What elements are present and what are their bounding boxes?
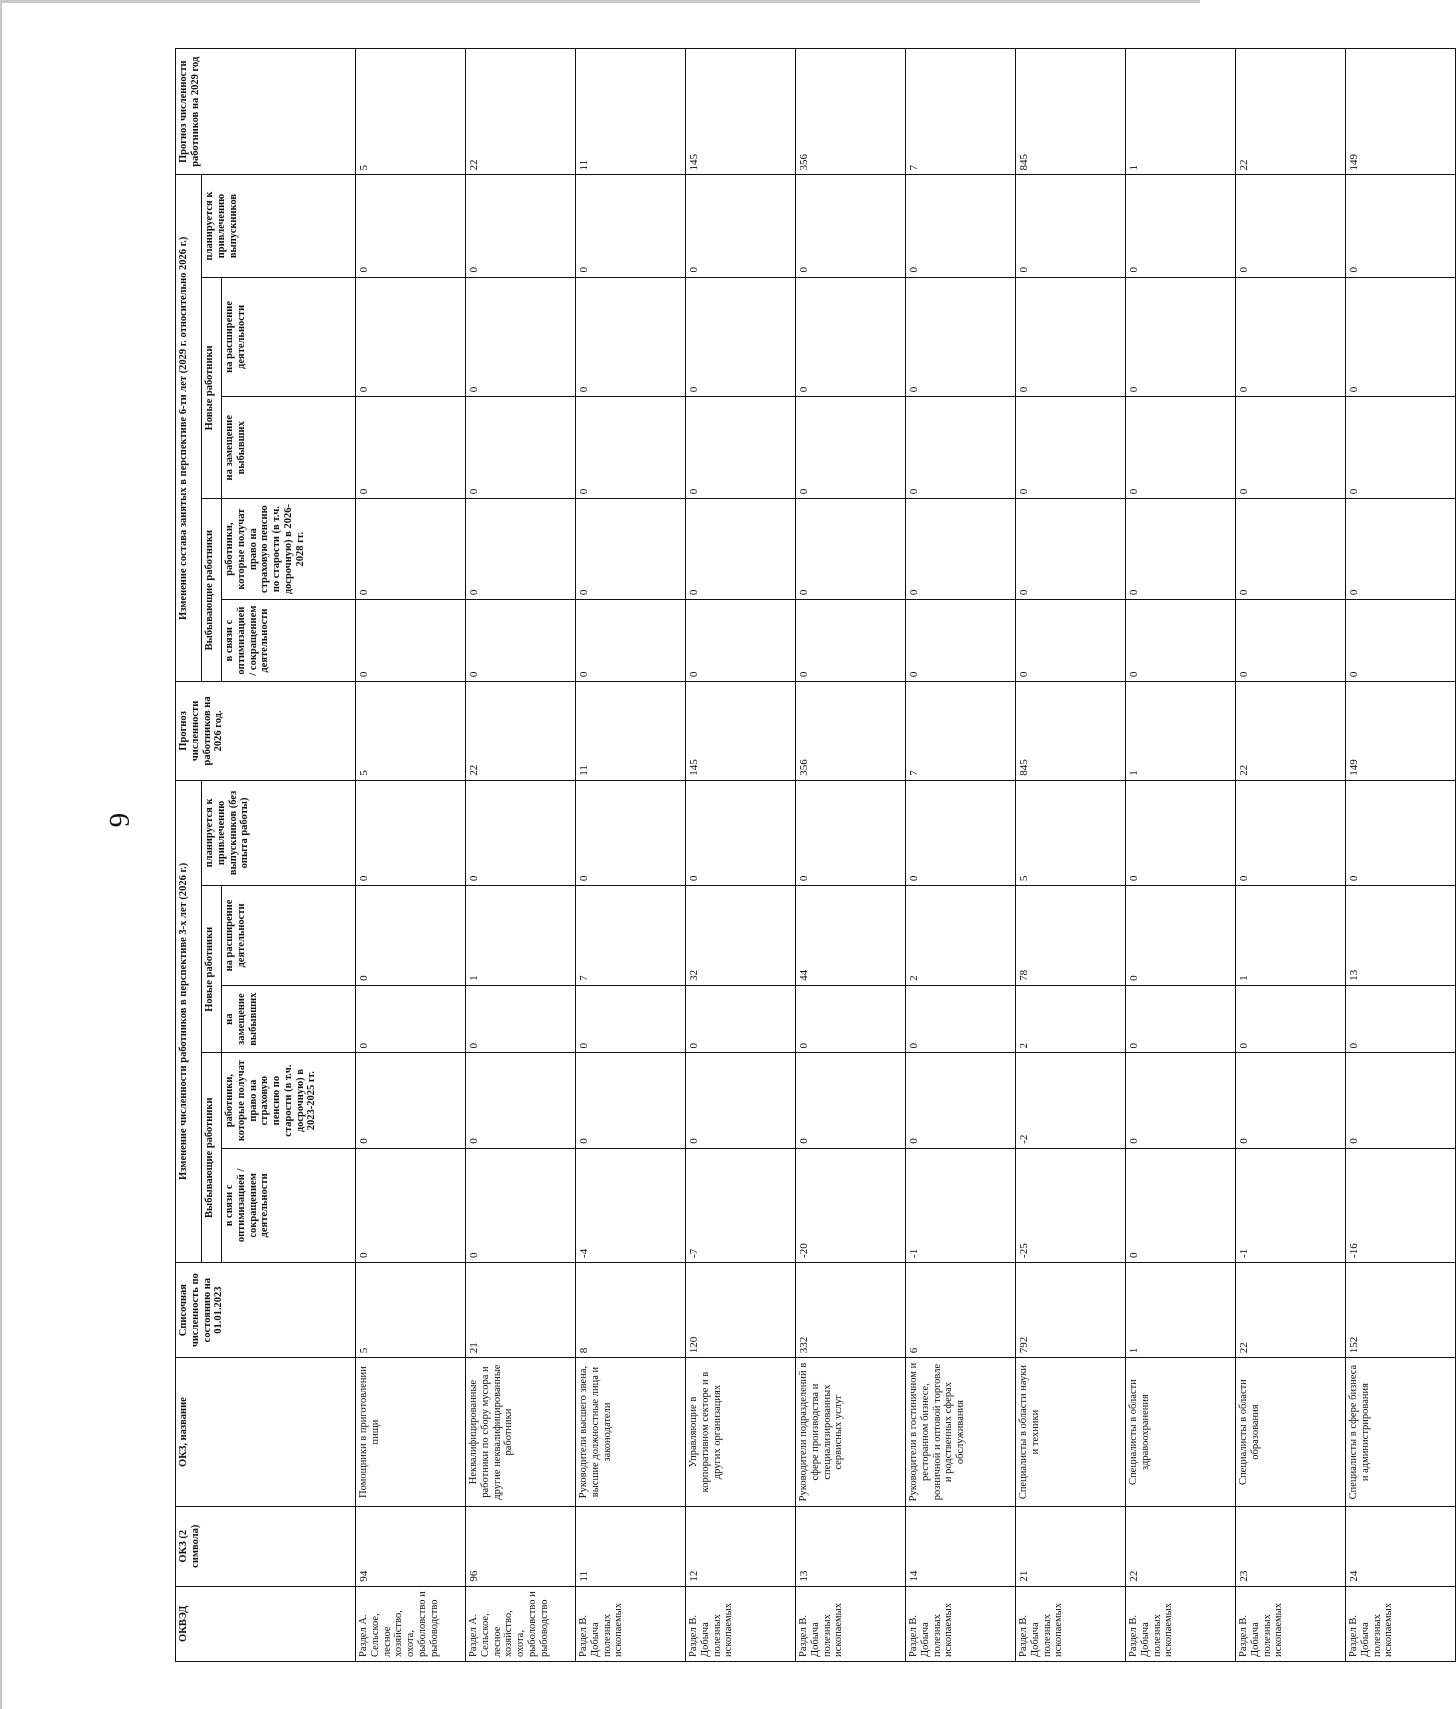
cell-leaving-pension-6y: 0 [356, 499, 466, 600]
header-leaving-3y: Выбывающие работники [202, 1053, 222, 1263]
cell-okz-name: Специалисты в области образования [1236, 1358, 1346, 1507]
header-forecast-2026: Прогноз численности работников на 2026 год. [176, 682, 356, 781]
cell-new-replace-6y: 0 [686, 397, 796, 499]
cell-okved: Раздел В. Добыча полезных ископаемых [1236, 1586, 1346, 1661]
cell-okz: 21 [1016, 1506, 1126, 1586]
cell-leaving-opt-6y: 0 [686, 600, 796, 682]
cell-forecast-2029: 356 [796, 49, 906, 176]
cell-leaving-pension-6y: 0 [1126, 499, 1236, 600]
cell-graduates: 0 [906, 780, 1016, 885]
cell-okz: 94 [356, 1506, 466, 1586]
cell-new-expand: 0 [356, 886, 466, 986]
cell-leaving-opt-6y: 0 [906, 600, 1016, 682]
cell-leaving-opt: -25 [1016, 1148, 1126, 1262]
cell-okved: Раздел А. Сельское, лесное хозяйство, охота, рыболовство и рыбоводство [356, 1586, 466, 1661]
cell-leaving-opt: -20 [796, 1148, 906, 1262]
cell-okz-name: Руководители в гостиничном и ресторанном бизнесе, розничной и оптовой торговле и родственных сферах обслуживания [906, 1358, 1016, 1507]
header-new-expand-3y: на расширение деятельности [222, 886, 356, 986]
cell-graduates-6y: 0 [686, 175, 796, 277]
cell-leaving-pension: 0 [576, 1053, 686, 1148]
cell-leaving-pension: 0 [356, 1053, 466, 1148]
table-row [686, 49, 796, 1662]
cell-leaving-pension: 0 [1346, 1053, 1456, 1148]
cell-graduates-6y: 0 [1236, 175, 1346, 277]
cell-okz-name: Специалисты в сфере бизнеса и администрирования [1346, 1358, 1456, 1507]
cell-okved: Раздел В. Добыча полезных ископаемых [1016, 1586, 1126, 1661]
header-graduates-3y: планируется к привлечению выпускников (без опыта работы) [202, 780, 356, 885]
header-headcount-2023: Списочная численность по состоянию на 01.01.2023 [176, 1262, 356, 1357]
cell-leaving-pension: 0 [1236, 1053, 1346, 1148]
cell-graduates: 5 [1016, 780, 1126, 885]
cell-okz: 11 [576, 1506, 686, 1586]
cell-leaving-pension: -2 [1016, 1053, 1126, 1148]
table-header [176, 49, 356, 1662]
cell-okz-name: Специалисты в области науки и техники [1016, 1358, 1126, 1507]
cell-leaving-pension: 0 [796, 1053, 906, 1148]
header-okved: ОКВЭД [176, 1586, 356, 1661]
cell-forecast-2029: 1 [1126, 49, 1236, 176]
cell-okz: 12 [686, 1506, 796, 1586]
cell-new-expand-6y: 0 [466, 277, 576, 397]
cell-leaving-opt: -16 [1346, 1148, 1456, 1262]
cell-graduates: 0 [1346, 780, 1456, 885]
cell-headcount: 22 [1236, 1262, 1346, 1357]
cell-new-replace-6y: 0 [906, 397, 1016, 499]
table-row [1016, 49, 1126, 1662]
cell-graduates-6y: 0 [1126, 175, 1236, 277]
cell-leaving-opt: -7 [686, 1148, 796, 1262]
cell-new-expand-6y: 0 [796, 277, 906, 397]
cell-okved: Раздел В. Добыча полезных ископаемых [1346, 1586, 1456, 1661]
cell-new-expand: 1 [1236, 886, 1346, 986]
cell-graduates: 0 [796, 780, 906, 885]
cell-okved: Раздел В. Добыча полезных ископаемых [1126, 1586, 1236, 1661]
cell-new-expand: 1 [466, 886, 576, 986]
cell-okz-name: Помощники в приготовлении пищи [356, 1358, 466, 1507]
cell-forecast-2026: 845 [1016, 682, 1126, 781]
cell-leaving-opt-6y: 0 [356, 600, 466, 682]
cell-new-replace: 0 [796, 985, 906, 1053]
cell-headcount: 332 [796, 1262, 906, 1357]
cell-okz: 96 [466, 1506, 576, 1586]
cell-headcount: 120 [686, 1262, 796, 1357]
table-row [1346, 49, 1456, 1662]
cell-headcount: 5 [356, 1262, 466, 1357]
cell-new-expand-6y: 0 [906, 277, 1016, 397]
cell-new-expand: 2 [906, 886, 1016, 986]
cell-new-replace-6y: 0 [576, 397, 686, 499]
cell-forecast-2026: 22 [1236, 682, 1346, 781]
cell-graduates: 0 [686, 780, 796, 885]
cell-leaving-opt-6y: 0 [466, 600, 576, 682]
cell-new-expand-6y: 0 [1236, 277, 1346, 397]
cell-leaving-pension: 0 [466, 1053, 576, 1148]
cell-forecast-2026: 149 [1346, 682, 1456, 781]
cell-leaving-opt: -1 [1236, 1148, 1346, 1262]
cell-new-replace-6y: 0 [1016, 397, 1126, 499]
cell-okved: Раздел А. Сельское, лесное хозяйство, охота, рыболовство и рыбоводство [466, 1586, 576, 1661]
cell-new-expand: 44 [796, 886, 906, 986]
cell-okved: Раздел В. Добыча полезных ископаемых [796, 1586, 906, 1661]
header-leaving-opt-3y: в связи с оптимизацией / сокращением деятельности [222, 1148, 356, 1262]
cell-leaving-pension: 0 [906, 1053, 1016, 1148]
cell-new-replace: 0 [1236, 985, 1346, 1053]
cell-leaving-pension-6y: 0 [906, 499, 1016, 600]
cell-new-replace: 0 [686, 985, 796, 1053]
table-row [796, 49, 906, 1662]
cell-graduates-6y: 0 [466, 175, 576, 277]
cell-graduates-6y: 0 [576, 175, 686, 277]
cell-graduates: 0 [466, 780, 576, 885]
cell-new-replace: 0 [1346, 985, 1456, 1053]
cell-leaving-pension-6y: 0 [1236, 499, 1346, 600]
header-leaving-pension-3y: работники, которые получат право на страховую пенсию по старости (в т.ч. досрочную) в 2023-2025 гг. [222, 1053, 356, 1148]
cell-new-expand-6y: 0 [686, 277, 796, 397]
cell-forecast-2026: 356 [796, 682, 906, 781]
cell-forecast-2026: 1 [1126, 682, 1236, 781]
scan-edge-left [0, 0, 2, 1709]
cell-leaving-pension-6y: 0 [466, 499, 576, 600]
header-new-replace-6y: на замещение выбывших [222, 397, 356, 499]
workforce-table [175, 48, 1456, 1662]
header-change-6y: Изменение состава занятых в перспективе 6-ти лет (2029 г. относительно 2026 г.) [176, 175, 202, 682]
cell-okz: 14 [906, 1506, 1016, 1586]
cell-forecast-2029: 5 [356, 49, 466, 176]
table-body [356, 49, 1456, 1662]
cell-okz-name: Неквалифицированные работники по сбору мусора и другие неквалифицированные работники [466, 1358, 576, 1507]
table-row [1236, 49, 1346, 1662]
cell-new-expand-6y: 0 [1346, 277, 1456, 397]
cell-headcount: 1 [1126, 1262, 1236, 1357]
cell-leaving-opt: -1 [906, 1148, 1016, 1262]
cell-okz: 24 [1346, 1506, 1456, 1586]
cell-graduates: 0 [576, 780, 686, 885]
cell-graduates-6y: 0 [796, 175, 906, 277]
cell-headcount: 152 [1346, 1262, 1456, 1357]
header-okz2: ОКЗ (2 символа) [176, 1506, 356, 1586]
cell-new-replace: 0 [356, 985, 466, 1053]
cell-forecast-2029: 149 [1346, 49, 1456, 176]
cell-leaving-opt-6y: 0 [576, 600, 686, 682]
header-leaving-opt-6y: в связи с оптимизацией / сокращением деятельности [222, 600, 356, 682]
cell-okz-name: Управляющие в корпоративном секторе и в других организациях [686, 1358, 796, 1507]
cell-forecast-2026: 7 [906, 682, 1016, 781]
cell-okved: Раздел В. Добыча полезных ископаемых [686, 1586, 796, 1661]
cell-leaving-pension: 0 [686, 1053, 796, 1148]
header-graduates-6y: планируется к привлечению выпускников [202, 175, 356, 277]
cell-leaving-pension-6y: 0 [1016, 499, 1126, 600]
cell-forecast-2029: 845 [1016, 49, 1126, 176]
cell-new-replace-6y: 0 [1126, 397, 1236, 499]
cell-forecast-2026: 11 [576, 682, 686, 781]
cell-graduates: 0 [1126, 780, 1236, 885]
header-new-replace-3y: на замещение выбывших [222, 985, 356, 1053]
table-row [1126, 49, 1236, 1662]
cell-leaving-pension: 0 [1126, 1053, 1236, 1148]
cell-new-expand: 32 [686, 886, 796, 986]
cell-new-expand: 0 [1126, 886, 1236, 986]
cell-leaving-opt-6y: 0 [796, 600, 906, 682]
header-okz-name: ОКЗ, название [176, 1358, 356, 1507]
cell-forecast-2026: 22 [466, 682, 576, 781]
cell-new-replace-6y: 0 [1346, 397, 1456, 499]
cell-graduates-6y: 0 [356, 175, 466, 277]
cell-leaving-opt-6y: 0 [1346, 600, 1456, 682]
cell-new-expand-6y: 0 [576, 277, 686, 397]
header-forecast-2029: Прогноз численности работников на 2029 год [176, 49, 356, 176]
cell-leaving-opt-6y: 0 [1016, 600, 1126, 682]
cell-okz: 22 [1126, 1506, 1236, 1586]
cell-graduates: 0 [1236, 780, 1346, 885]
cell-forecast-2026: 145 [686, 682, 796, 781]
cell-headcount: 21 [466, 1262, 576, 1357]
scan-edge-top [0, 0, 1200, 3]
cell-graduates-6y: 0 [906, 175, 1016, 277]
cell-new-expand: 78 [1016, 886, 1126, 986]
cell-forecast-2029: 7 [906, 49, 1016, 176]
rotated-table-container [175, 48, 1395, 1662]
cell-new-replace: 0 [466, 985, 576, 1053]
cell-new-replace: 2 [1016, 985, 1126, 1053]
header-new-6y: Новые работники [202, 277, 222, 499]
header-leaving-pension-6y: работники, которые получат право на страховую пенсию по старости (в т.ч. досрочную) в 2026-2028 гг. [222, 499, 356, 600]
cell-leaving-pension-6y: 0 [1346, 499, 1456, 600]
cell-new-replace-6y: 0 [356, 397, 466, 499]
cell-okz-name: Специалисты в области здравоохранения [1126, 1358, 1236, 1507]
table-row [576, 49, 686, 1662]
cell-okved: Раздел В. Добыча полезных ископаемых [906, 1586, 1016, 1661]
cell-forecast-2029: 145 [686, 49, 796, 176]
header-new-expand-6y: на расширение деятельности [222, 277, 356, 397]
cell-leaving-opt: 0 [1126, 1148, 1236, 1262]
cell-new-expand-6y: 0 [1126, 277, 1236, 397]
header-change-3y: Изменение численности работников в перспективе 3-х лет (2026 г.) [176, 780, 202, 1262]
cell-new-replace: 0 [576, 985, 686, 1053]
cell-leaving-opt: -4 [576, 1148, 686, 1262]
table-row [356, 49, 466, 1662]
cell-new-replace-6y: 0 [1236, 397, 1346, 499]
cell-graduates-6y: 0 [1016, 175, 1126, 277]
cell-leaving-pension-6y: 0 [686, 499, 796, 600]
cell-okz-name: Руководители подразделений в сфере производства и специализированных сервисных услуг [796, 1358, 906, 1507]
cell-leaving-opt: 0 [466, 1148, 576, 1262]
cell-headcount: 6 [906, 1262, 1016, 1357]
cell-okved: Раздел В. Добыча полезных ископаемых [576, 1586, 686, 1661]
cell-new-expand-6y: 0 [356, 277, 466, 397]
table-row [466, 49, 576, 1662]
table-row [906, 49, 1016, 1662]
cell-headcount: 792 [1016, 1262, 1126, 1357]
cell-forecast-2029: 22 [1236, 49, 1346, 176]
cell-new-expand: 13 [1346, 886, 1456, 986]
cell-forecast-2029: 22 [466, 49, 576, 176]
cell-leaving-opt: 0 [356, 1148, 466, 1262]
cell-forecast-2026: 5 [356, 682, 466, 781]
cell-new-replace-6y: 0 [796, 397, 906, 499]
cell-new-replace-6y: 0 [466, 397, 576, 499]
cell-leaving-opt-6y: 0 [1236, 600, 1346, 682]
header-leaving-6y: Выбывающие работники [202, 499, 222, 682]
page-number: 6 [103, 812, 136, 828]
cell-okz: 13 [796, 1506, 906, 1586]
cell-headcount: 8 [576, 1262, 686, 1357]
cell-forecast-2029: 11 [576, 49, 686, 176]
cell-new-replace: 0 [906, 985, 1016, 1053]
cell-leaving-opt-6y: 0 [1126, 600, 1236, 682]
cell-graduates: 0 [356, 780, 466, 885]
cell-leaving-pension-6y: 0 [796, 499, 906, 600]
cell-okz-name: Руководители высшего звена, высшие должностные лица и законодатели [576, 1358, 686, 1507]
cell-new-expand: 7 [576, 886, 686, 986]
cell-new-replace: 0 [1126, 985, 1236, 1053]
cell-graduates-6y: 0 [1346, 175, 1456, 277]
cell-new-expand-6y: 0 [1016, 277, 1126, 397]
cell-leaving-pension-6y: 0 [576, 499, 686, 600]
cell-okz: 23 [1236, 1506, 1346, 1586]
header-new-3y: Новые работники [202, 886, 222, 1053]
